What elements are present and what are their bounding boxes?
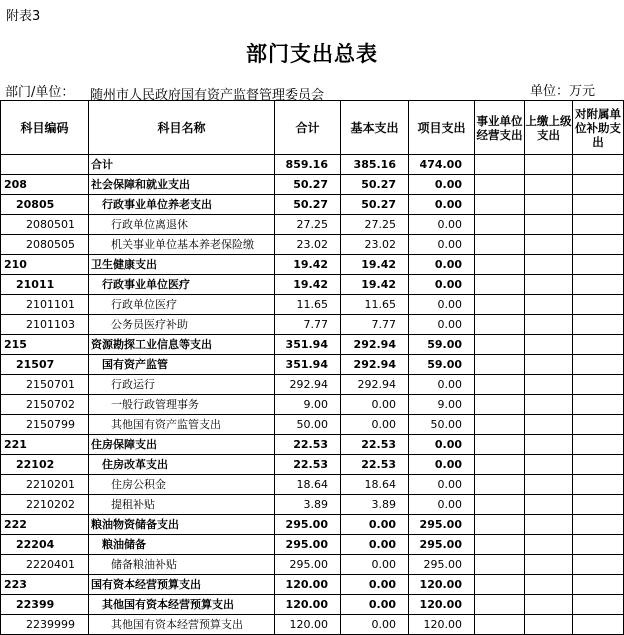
cell-remit — [525, 215, 573, 235]
cell-business — [475, 455, 525, 475]
department-label: 部门/单位： — [5, 85, 75, 100]
col-header-project: 项目支出 — [409, 101, 475, 155]
cell-basic: 22.53 — [341, 435, 409, 455]
cell-project: 0.00 — [409, 475, 475, 495]
cell-code: 210 — [1, 255, 89, 275]
cell-code: 2239999 — [1, 615, 89, 635]
cell-project: 0.00 — [409, 435, 475, 455]
cell-name: 其他国有资产监管支出 — [89, 415, 275, 435]
table-row — [1, 495, 624, 515]
cell-basic: 0.00 — [341, 615, 409, 635]
cell-business — [475, 255, 525, 275]
cell-basic: 0.00 — [341, 555, 409, 575]
cell-project: 0.00 — [409, 495, 475, 515]
cell-code: 22204 — [1, 535, 89, 555]
col-header-name: 科目名称 — [89, 101, 275, 155]
cell-project: 295.00 — [409, 535, 475, 555]
cell-total: 292.94 — [275, 375, 341, 395]
cell-code: 21011 — [1, 275, 89, 295]
cell-basic: 0.00 — [341, 415, 409, 435]
cell-basic: 0.00 — [341, 395, 409, 415]
cell-remit — [525, 235, 573, 255]
cell-code: 223 — [1, 575, 89, 595]
cell-subsidy — [573, 355, 624, 375]
cell-total: 295.00 — [275, 515, 341, 535]
table-row — [1, 575, 624, 595]
cell-basic: 23.02 — [341, 235, 409, 255]
cell-project: 0.00 — [409, 175, 475, 195]
cell-remit — [525, 395, 573, 415]
cell-subsidy — [573, 155, 624, 175]
cell-subsidy — [573, 475, 624, 495]
cell-basic: 18.64 — [341, 475, 409, 495]
header-row — [1, 101, 624, 155]
cell-total: 859.16 — [275, 155, 341, 175]
cell-code: 2210201 — [1, 475, 89, 495]
cell-basic: 292.94 — [341, 355, 409, 375]
cell-remit — [525, 435, 573, 455]
table-row — [1, 335, 624, 355]
cell-basic: 19.42 — [341, 275, 409, 295]
cell-code: 2080505 — [1, 235, 89, 255]
cell-subsidy — [573, 275, 624, 295]
table-row — [1, 455, 624, 475]
cell-subsidy — [573, 455, 624, 475]
cell-basic: 50.27 — [341, 175, 409, 195]
cell-total: 22.53 — [275, 455, 341, 475]
cell-project: 295.00 — [409, 555, 475, 575]
cell-basic: 0.00 — [341, 575, 409, 595]
cell-name: 机关事业单位基本养老保险缴 — [89, 235, 275, 255]
cell-remit — [525, 595, 573, 615]
cell-business — [475, 575, 525, 595]
cell-name: 国有资本经营预算支出 — [89, 575, 275, 595]
cell-remit — [525, 515, 573, 535]
cell-basic: 11.65 — [341, 295, 409, 315]
table-row — [1, 315, 624, 335]
table-row — [1, 295, 624, 315]
cell-business — [475, 275, 525, 295]
cell-code: 222 — [1, 515, 89, 535]
table-row — [1, 215, 624, 235]
cell-project: 120.00 — [409, 615, 475, 635]
cell-remit — [525, 535, 573, 555]
cell-code: 2150702 — [1, 395, 89, 415]
cell-project: 0.00 — [409, 235, 475, 255]
cell-name: 社会保障和就业支出 — [89, 175, 275, 195]
cell-total: 11.65 — [275, 295, 341, 315]
cell-business — [475, 435, 525, 455]
table-row — [1, 515, 624, 535]
cell-project: 0.00 — [409, 195, 475, 215]
cell-subsidy — [573, 535, 624, 555]
department-name: 随州市人民政府国有资产监督管理委员会 — [90, 88, 325, 103]
col-header-code: 科目编码 — [1, 101, 89, 155]
table-row — [1, 255, 624, 275]
cell-subsidy — [573, 315, 624, 335]
cell-name: 行政单位离退休 — [89, 215, 275, 235]
cell-name: 资源勘探工业信息等支出 — [89, 335, 275, 355]
cell-subsidy — [573, 255, 624, 275]
table-row — [1, 195, 624, 215]
cell-name: 公务员医疗补助 — [89, 315, 275, 335]
cell-project: 0.00 — [409, 255, 475, 275]
cell-basic: 385.16 — [341, 155, 409, 175]
cell-subsidy — [573, 435, 624, 455]
cell-basic: 7.77 — [341, 315, 409, 335]
cell-business — [475, 535, 525, 555]
cell-project: 474.00 — [409, 155, 475, 175]
cell-total: 120.00 — [275, 575, 341, 595]
cell-code — [1, 155, 89, 175]
cell-remit — [525, 555, 573, 575]
cell-basic: 0.00 — [341, 595, 409, 615]
cell-name: 粮油储备 — [89, 535, 275, 555]
cell-total: 23.02 — [275, 235, 341, 255]
cell-business — [475, 295, 525, 315]
cell-code: 2101101 — [1, 295, 89, 315]
table-row — [1, 275, 624, 295]
expenditure-table — [0, 100, 624, 635]
cell-total: 351.94 — [275, 355, 341, 375]
cell-name: 储备粮油补贴 — [89, 555, 275, 575]
cell-total: 3.89 — [275, 495, 341, 515]
cell-name: 一般行政管理事务 — [89, 395, 275, 415]
cell-business — [475, 215, 525, 235]
cell-subsidy — [573, 555, 624, 575]
table-row — [1, 355, 624, 375]
cell-code: 2220401 — [1, 555, 89, 575]
cell-remit — [525, 175, 573, 195]
cell-business — [475, 175, 525, 195]
total-row — [1, 155, 624, 175]
cell-name: 住房改革支出 — [89, 455, 275, 475]
cell-subsidy — [573, 375, 624, 395]
cell-name: 提租补贴 — [89, 495, 275, 515]
cell-name: 行政运行 — [89, 375, 275, 395]
cell-business — [475, 555, 525, 575]
cell-business — [475, 395, 525, 415]
cell-project: 59.00 — [409, 335, 475, 355]
cell-basic: 19.42 — [341, 255, 409, 275]
table-row — [1, 475, 624, 495]
cell-total: 18.64 — [275, 475, 341, 495]
cell-project: 120.00 — [409, 595, 475, 615]
cell-total: 295.00 — [275, 535, 341, 555]
cell-remit — [525, 295, 573, 315]
cell-code: 2101103 — [1, 315, 89, 335]
cell-remit — [525, 495, 573, 515]
cell-name: 其他国有资本经营预算支出 — [89, 595, 275, 615]
cell-subsidy — [573, 195, 624, 215]
cell-remit — [525, 155, 573, 175]
cell-code: 2210202 — [1, 495, 89, 515]
cell-business — [475, 195, 525, 215]
cell-subsidy — [573, 395, 624, 415]
cell-project: 295.00 — [409, 515, 475, 535]
table-row — [1, 395, 624, 415]
cell-remit — [525, 315, 573, 335]
cell-basic: 27.25 — [341, 215, 409, 235]
table-row — [1, 175, 624, 195]
cell-project: 50.00 — [409, 415, 475, 435]
cell-code: 2080501 — [1, 215, 89, 235]
cell-name: 合计 — [89, 155, 275, 175]
cell-subsidy — [573, 415, 624, 435]
col-header-business: 事业单位经营支出 — [475, 101, 525, 155]
cell-remit — [525, 335, 573, 355]
cell-project: 0.00 — [409, 275, 475, 295]
table-row — [1, 235, 624, 255]
cell-name: 其他国有资本经营预算支出 — [89, 615, 275, 635]
cell-remit — [525, 475, 573, 495]
cell-name: 住房公积金 — [89, 475, 275, 495]
cell-subsidy — [573, 295, 624, 315]
cell-basic: 292.94 — [341, 375, 409, 395]
cell-project: 0.00 — [409, 215, 475, 235]
cell-code: 21507 — [1, 355, 89, 375]
cell-total: 22.53 — [275, 435, 341, 455]
cell-total: 120.00 — [275, 595, 341, 615]
cell-subsidy — [573, 215, 624, 235]
cell-business — [475, 335, 525, 355]
cell-project: 0.00 — [409, 375, 475, 395]
cell-business — [475, 595, 525, 615]
cell-business — [475, 475, 525, 495]
cell-business — [475, 495, 525, 515]
cell-project: 120.00 — [409, 575, 475, 595]
cell-subsidy — [573, 335, 624, 355]
cell-total: 27.25 — [275, 215, 341, 235]
cell-code: 22399 — [1, 595, 89, 615]
cell-total: 9.00 — [275, 395, 341, 415]
cell-remit — [525, 275, 573, 295]
cell-name: 行政事业单位养老支出 — [89, 195, 275, 215]
cell-total: 19.42 — [275, 255, 341, 275]
cell-project: 0.00 — [409, 455, 475, 475]
cell-name: 卫生健康支出 — [89, 255, 275, 275]
table-row — [1, 415, 624, 435]
cell-code: 20805 — [1, 195, 89, 215]
cell-code: 215 — [1, 335, 89, 355]
cell-remit — [525, 355, 573, 375]
cell-total: 19.42 — [275, 275, 341, 295]
cell-name: 行政单位医疗 — [89, 295, 275, 315]
cell-total: 7.77 — [275, 315, 341, 335]
page-title: 部门支出总表 — [246, 42, 378, 66]
cell-total: 351.94 — [275, 335, 341, 355]
cell-name: 国有资产监管 — [89, 355, 275, 375]
cell-project: 9.00 — [409, 395, 475, 415]
cell-code: 208 — [1, 175, 89, 195]
cell-business — [475, 235, 525, 255]
cell-remit — [525, 415, 573, 435]
cell-subsidy — [573, 575, 624, 595]
cell-total: 50.00 — [275, 415, 341, 435]
cell-code: 2150701 — [1, 375, 89, 395]
cell-basic: 22.53 — [341, 455, 409, 475]
table-row — [1, 435, 624, 455]
cell-total: 50.27 — [275, 175, 341, 195]
cell-name: 住房保障支出 — [89, 435, 275, 455]
col-header-basic: 基本支出 — [341, 101, 409, 155]
cell-basic: 292.94 — [341, 335, 409, 355]
cell-basic: 0.00 — [341, 515, 409, 535]
cell-project: 59.00 — [409, 355, 475, 375]
table-row — [1, 535, 624, 555]
cell-remit — [525, 575, 573, 595]
cell-remit — [525, 455, 573, 475]
cell-basic: 0.00 — [341, 535, 409, 555]
cell-project: 0.00 — [409, 295, 475, 315]
cell-business — [475, 515, 525, 535]
cell-name: 粮油物资储备支出 — [89, 515, 275, 535]
annex-label: 附表3 — [6, 9, 41, 24]
cell-code: 221 — [1, 435, 89, 455]
cell-business — [475, 355, 525, 375]
cell-code: 22102 — [1, 455, 89, 475]
cell-name: 行政事业单位医疗 — [89, 275, 275, 295]
cell-subsidy — [573, 495, 624, 515]
col-header-total: 合计 — [275, 101, 341, 155]
cell-business — [475, 415, 525, 435]
cell-subsidy — [573, 515, 624, 535]
cell-remit — [525, 255, 573, 275]
cell-total: 120.00 — [275, 615, 341, 635]
cell-business — [475, 155, 525, 175]
cell-total: 50.27 — [275, 195, 341, 215]
cell-code: 2150799 — [1, 415, 89, 435]
cell-basic: 50.27 — [341, 195, 409, 215]
cell-remit — [525, 195, 573, 215]
cell-business — [475, 315, 525, 335]
cell-business — [475, 375, 525, 395]
cell-remit — [525, 375, 573, 395]
table-row — [1, 595, 624, 615]
table-row — [1, 555, 624, 575]
cell-subsidy — [573, 235, 624, 255]
cell-subsidy — [573, 175, 624, 195]
cell-project: 0.00 — [409, 315, 475, 335]
cell-basic: 3.89 — [341, 495, 409, 515]
unit-label: 单位：万元 — [530, 84, 596, 99]
cell-total: 295.00 — [275, 555, 341, 575]
table-row — [1, 375, 624, 395]
col-header-subsidy: 对附属单位补助支出 — [573, 101, 624, 155]
col-header-remit: 上缴上级支出 — [525, 101, 573, 155]
cell-subsidy — [573, 595, 624, 615]
